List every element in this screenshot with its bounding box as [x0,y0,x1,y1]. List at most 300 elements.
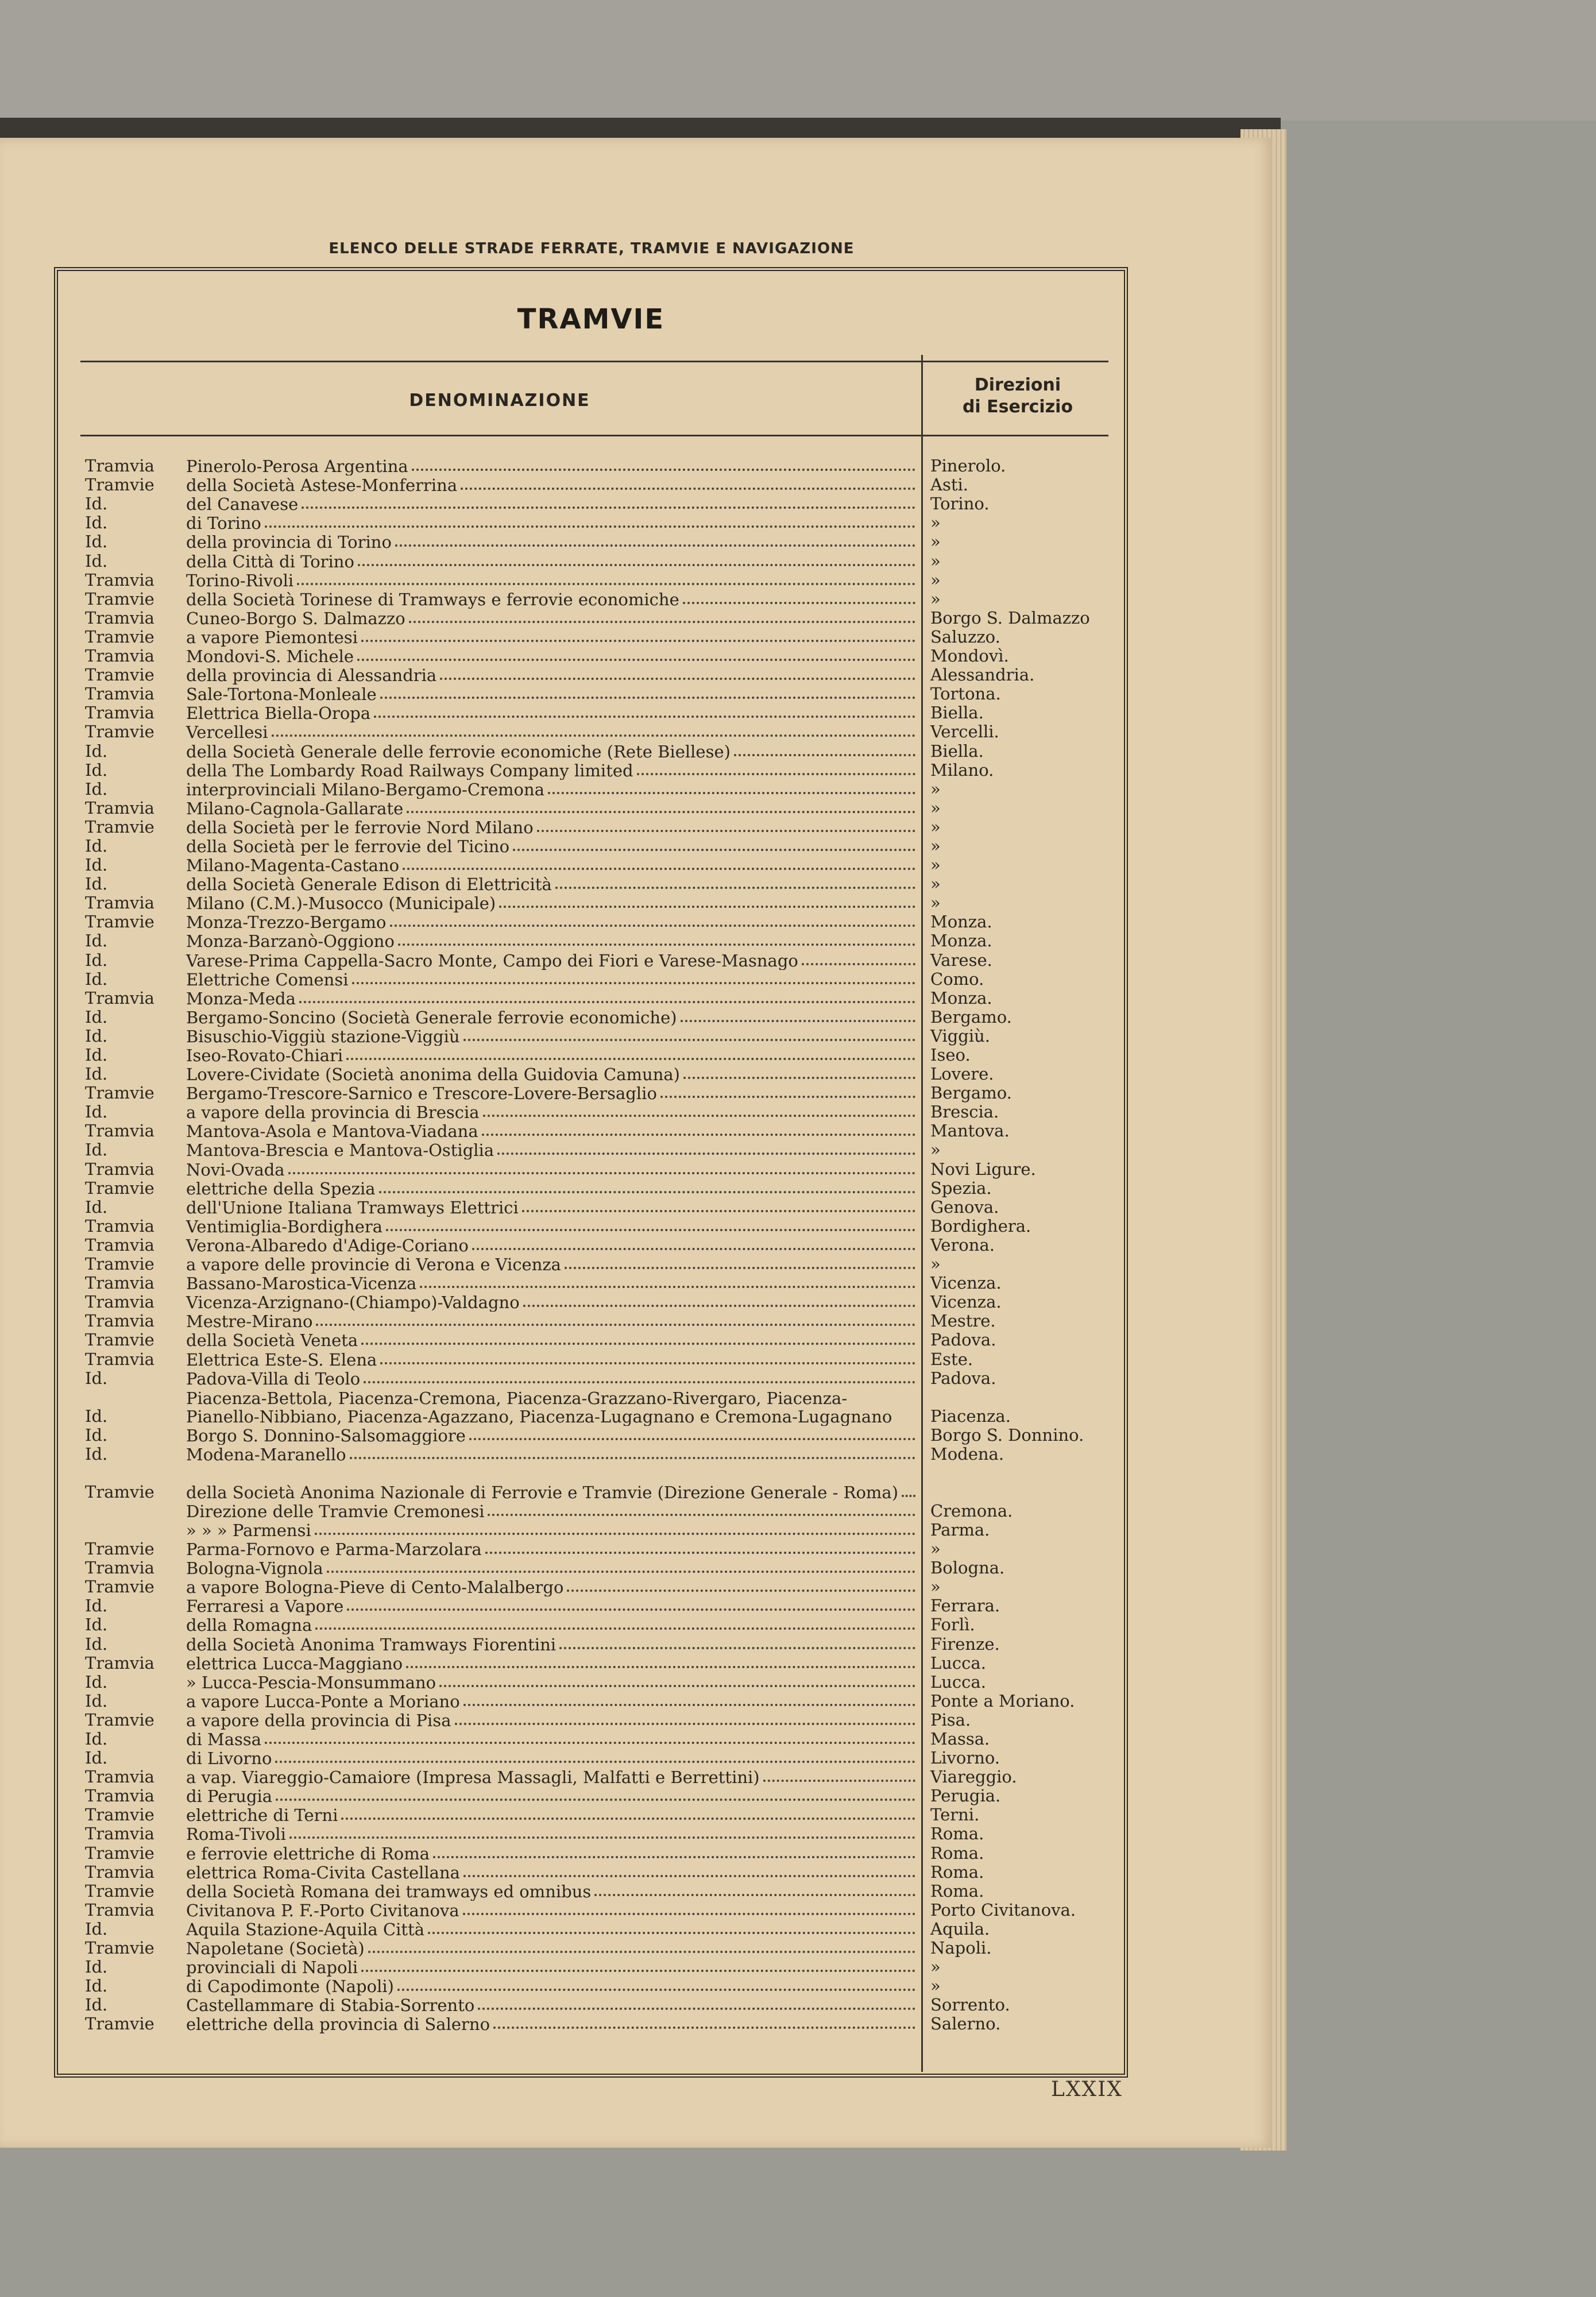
direzione-cell: Monza. [930,988,992,1008]
direzione-cell: Biella. [930,703,984,723]
dot-leader [289,1836,915,1839]
denominazione-cell [85,760,919,780]
row-type: Tramvie [85,1254,154,1274]
table-row [85,1730,1130,1749]
table-row [85,1179,1130,1198]
direzione-cell: Parma. [930,1519,990,1540]
row-type: Tramvia [85,893,154,913]
section-title: TRAMVIE [517,303,665,335]
row-name: Piacenza-Bettola, Piacenza-Cremona, Piacenza-Grazzano-Rivergaro, Piacenza-Pianello-Nibbiano, Piacenza-Agazzano, Piacenza-Lugagnano e Cremona-Lugagnano [186,1389,892,1426]
direzione-cell: » [930,1976,941,1996]
dot-leader [315,1533,915,1535]
row-name: Verona-Albaredo d'Adige-Coriano [186,1235,469,1255]
direzione-cell: Roma. [930,1824,984,1844]
row-type: Id. [85,1672,108,1692]
row-name: Torino-Rivoli [186,570,294,590]
table-row [85,1958,1130,1977]
direzione-cell: Milano. [930,760,994,780]
row-type: Id. [85,1102,108,1122]
direzione-cell: Forlì. [930,1615,975,1635]
row-type: Id. [85,1596,108,1616]
dot-leader [412,469,915,471]
row-name: di Perugia [186,1786,273,1806]
denominazione-cell [85,1502,919,1521]
table-row [85,761,1130,780]
table-row [85,1122,1130,1140]
row-name: Mondovi-S. Michele [186,647,354,666]
direzione-cell: Roma. [930,1843,984,1863]
row-name: della Società Generale Edison di Elettricità [186,875,552,894]
denominazione-cell [85,1938,919,1958]
row-name: Monza-Barzanò-Oggiono [186,931,395,951]
dot-leader [358,564,915,566]
row-type: Tramvia [85,456,154,476]
row-name: Iseo-Rovato-Chiari [186,1046,343,1065]
dot-leader [902,1495,915,1497]
denominazione-cell [85,456,919,475]
row-type: Id. [85,1064,108,1084]
row-name: Elettrica Biella-Oropa [186,703,371,723]
direzione-cell: » [930,589,941,609]
dot-leader [478,2008,915,2010]
dot-leader [395,544,915,547]
table-row [85,1008,1130,1027]
dot-leader [523,1305,915,1307]
denominazione-cell [85,874,919,894]
denominazione-cell [85,1691,919,1711]
direzione-cell: Mondovì. [930,646,1009,666]
table-row [85,1786,1130,1805]
direzione-cell: » [930,798,941,818]
page-number: LXXIX [1051,2078,1123,2101]
table-row [85,1255,1130,1274]
table-row [85,1084,1130,1103]
denominazione-cell [85,836,919,856]
row-name: Parma-Fornovo e Parma-Marzolara [186,1540,482,1559]
row-type: Tramvie [85,1482,154,1502]
row-name: della Società Torinese di Tramways e ferrovie economiche [186,589,679,609]
table-row [85,1312,1130,1331]
row-name: Milano-Cagnola-Gallarate [186,798,404,818]
dot-leader [341,1818,915,1820]
row-type: Tramvia [85,1349,154,1369]
denominazione-cell [85,589,919,609]
table-row [85,2014,1130,2033]
table-row [85,799,1130,818]
direzione-cell: Viareggio. [930,1767,1017,1787]
row-type: Id. [85,1615,108,1635]
table-row [85,1843,1130,1862]
direzione-cell: Mantova. [930,1121,1010,1141]
direzione-cell: Verona. [930,1235,995,1255]
direzione-cell: » [930,1254,941,1274]
direzione-cell: Porto Civitanova. [930,1900,1076,1920]
table-row [85,475,1130,494]
table-row [85,1426,1130,1445]
denominazione-cell [85,969,919,989]
row-type: Id. [85,1045,108,1065]
row-name: della Società Anonima Tramways Fiorentini [186,1634,557,1654]
row-type: Tramvie [85,1577,154,1597]
row-type: Id. [85,494,108,514]
row-type: Tramvia [85,1786,154,1806]
direzione-cell: Terni. [930,1805,980,1825]
table-row [85,894,1130,912]
row-name: » Lucca-Pescia-Monsummano [186,1672,436,1692]
row-type: Tramvie [85,1881,154,1901]
row-name: Milano (C.M.)-Musocco (Municipale) [186,894,496,913]
dot-leader [409,621,915,623]
direzione-cell: Vicenza. [930,1292,1002,1312]
row-name: della Città di Torino [186,551,354,571]
row-type: Tramvia [85,1216,154,1236]
row-name: di Capodimonte (Napoli) [186,1977,394,1996]
dot-leader [548,792,915,794]
row-name: a vapore Bologna-Pieve di Cento-Malalbergo [186,1577,564,1597]
table-row [85,1901,1130,1920]
denominazione-cell [85,1368,919,1388]
table-row [85,837,1130,856]
table-row [85,1065,1130,1084]
denominazione-cell [85,608,919,628]
dot-leader [352,982,916,984]
dot-leader [461,488,915,490]
row-name: Elettriche Comensi [186,969,349,989]
row-name: Mestre-Mirano [186,1312,313,1331]
dot-leader [469,1438,915,1440]
denominazione-cell [85,988,919,1008]
direzione-cell: » [930,779,941,799]
dot-leader [537,830,915,832]
direzione-cell: Roma. [930,1881,984,1901]
denominazione-cell [85,1843,919,1863]
denominazione-cell [85,1444,919,1464]
denominazione-cell [85,1425,919,1445]
row-name: della Società Generale delle ferrovie economiche (Rete Biellese) [186,741,731,761]
dot-leader [379,1191,915,1193]
row-type: Id. [85,1406,108,1426]
table-row [85,780,1130,799]
denominazione-cell [85,1140,919,1159]
row-type: Id. [85,513,108,533]
table-row [85,1939,1130,1958]
row-type: Tramvia [85,608,154,628]
row-type: Tramvie [85,1938,154,1958]
dot-leader [463,1875,915,1877]
direzione-cell: Ponte a Moriano. [930,1691,1075,1711]
direzione-cell: Massa. [930,1729,990,1749]
row-type: Tramvie [85,1539,154,1559]
denominazione-cell [85,1805,919,1824]
row-type: Id. [85,1995,108,2015]
row-name: Varese-Prima Cappella-Sacro Monte, Campo dei Fiori e Varese-Masnago [186,950,798,970]
dot-leader [357,659,915,661]
table-row [85,647,1130,666]
direzione-cell: » [930,874,941,894]
dot-leader [463,1704,915,1706]
denominazione-cell [85,2014,919,2033]
table-row [85,1198,1130,1217]
table-row [85,1882,1130,1901]
row-name: a vapore Piemontesi [186,627,358,647]
row-type: Tramvia [85,646,154,666]
row-name: elettrica Lucca-Maggiano [186,1653,403,1673]
direzione-cell: Vercelli. [930,722,999,742]
denominazione-cell [85,1197,919,1217]
header-rule-bottom [80,435,1108,436]
row-name: della provincia di Alessandria [186,666,437,685]
row-name: Vercellesi [186,722,268,742]
row-name: Castellammare di Stabia-Sorrento [186,1996,475,2015]
row-type: Id. [85,969,108,989]
row-type: Tramvie [85,627,154,647]
table-row [85,1749,1130,1768]
direzione-cell: Saluzzo. [930,627,1000,647]
denominazione-cell [85,1216,919,1236]
row-name: Bisuschio-Viggiù stazione-Viggiù [186,1026,460,1046]
row-name: del Canavese [186,494,299,514]
row-name: Bassano-Marostica-Vicenza [186,1274,417,1293]
row-name: della Società Anonima Nazionale di Ferrovie e Tramvie (Direzione Generale - Roma) [186,1482,899,1502]
direzione-cell: Bergamo. [930,1007,1012,1027]
dot-leader [346,1058,915,1060]
dot-leader [302,506,915,509]
row-name: dell'Unione Italiana Tramways Elettrici [186,1197,519,1217]
dot-leader [488,1514,915,1516]
direzione-cell: » [930,551,941,571]
dot-leader [497,1153,915,1155]
table-row [85,1711,1130,1730]
dot-leader [482,1134,915,1136]
dot-leader [406,1666,915,1668]
dot-leader [361,640,915,642]
table-row [85,609,1130,628]
row-type: Tramvia [85,1159,154,1179]
row-name: della Società per le ferrovie Nord Milano [186,817,534,837]
row-type: Tramvie [85,817,154,837]
dot-leader [316,1324,915,1326]
dot-leader [361,1970,915,1972]
dot-leader [288,1172,915,1174]
direzione-cell: Pisa. [930,1710,971,1730]
denominazione-cell [85,1596,919,1615]
row-type: Id. [85,779,108,799]
row-name: Pinerolo-Perosa Argentina [186,457,408,476]
denominazione-cell [85,551,919,571]
denominazione-cell [85,1349,919,1369]
table-row [85,1140,1130,1159]
direzione-cell: Genova. [930,1197,999,1217]
dot-leader [802,963,915,965]
table-row [85,1331,1130,1349]
direzione-cell: Firenze. [930,1634,1000,1654]
row-type: Tramvie [85,1805,154,1825]
denominazione-cell [85,1653,919,1673]
row-name: della Società Veneta [186,1331,358,1350]
dot-leader [559,1647,915,1649]
direzione-cell: Ferrara. [930,1596,1000,1616]
row-name: Milano-Magenta-Castano [186,856,400,875]
dot-leader [683,1077,915,1079]
denominazione-cell [85,532,919,551]
row-type: Tramvie [85,475,154,495]
row-name: elettriche di Terni [186,1805,338,1825]
denominazione-cell [85,1881,919,1901]
table-row [85,722,1130,741]
table-row [85,1217,1130,1236]
direzione-cell: Salerno. [930,2014,1001,2034]
denominazione-cell [85,931,919,950]
row-name: elettrica Roma-Civita Castellana [186,1862,460,1882]
direzione-cell: » [930,855,941,875]
dot-leader [265,1742,915,1744]
row-type: Tramvie [85,912,154,932]
dot-leader [276,1799,915,1801]
dot-leader [265,525,915,528]
denominazione-cell [85,1539,919,1559]
row-name: a vapore della provincia di Brescia [186,1103,480,1122]
row-name: Civitanova P. F.-Porto Civitanova [186,1900,459,1920]
dot-leader [463,1039,915,1041]
dot-leader [374,716,915,718]
dot-leader [763,1780,915,1782]
row-type: Tramvie [85,1178,154,1198]
row-type: Tramvia [85,1767,154,1787]
row-name: Modena-Maranello [186,1444,346,1464]
row-name: Bergamo-Soncino (Società Generale ferrovie economiche) [186,1007,677,1027]
row-name: Ventimiglia-Bordighera [186,1216,383,1236]
denominazione-cell [85,1767,919,1786]
denominazione-cell [85,1976,919,1996]
book-binding-strip [0,118,1281,141]
dot-leader [485,1552,915,1554]
row-type: Id. [85,1197,108,1217]
dot-leader [407,811,915,813]
denominazione-cell [85,1521,919,1540]
denominazione-cell [85,1558,919,1577]
dot-leader [275,1761,915,1763]
direzione-cell: » [930,513,941,533]
denominazione-cell [85,1330,919,1349]
table-row [85,1236,1130,1255]
column-header-denominazione: DENOMINAZIONE [409,390,590,411]
table-row [85,1027,1130,1046]
row-type: Tramvie [85,665,154,685]
dot-leader [350,1457,915,1459]
row-type: Tramvie [85,2014,154,2034]
denominazione-cell [85,1634,919,1654]
direzione-cell: Lucca. [930,1672,986,1692]
direzione-cell: Padova. [930,1330,996,1350]
dot-leader [555,887,915,889]
row-type: Tramvia [85,1273,154,1293]
denominazione-cell [85,1389,919,1426]
row-name: Bologna-Vignola [186,1559,323,1578]
direzione-cell: » [930,1140,941,1160]
direzione-cell: Vicenza. [930,1273,1002,1293]
denominazione-cell [85,646,919,666]
denominazione-cell [85,1026,919,1046]
denominazione-cell [85,1862,919,1882]
row-name: Bergamo-Trescore-Sarnico e Trescore-Lovere-Bersaglio [186,1084,657,1103]
denominazione-cell [85,1824,919,1843]
dot-leader [637,773,915,775]
denominazione-cell [85,1995,919,2014]
row-type: Id. [85,1368,108,1388]
direzione-cell: Perugia. [930,1786,1001,1806]
dot-leader [660,1096,915,1098]
row-type: Id. [85,1140,108,1160]
row-name: Roma-Tivoli [186,1824,286,1844]
dot-leader [439,1685,915,1687]
table-row [85,818,1130,837]
row-name: » » » Parmensi [186,1521,311,1540]
dot-leader [380,1362,915,1364]
denominazione-cell [85,494,919,513]
table-row [85,1159,1130,1178]
dot-leader [440,678,915,680]
denominazione-cell [85,1121,919,1140]
denominazione-cell [85,1710,919,1730]
dot-leader [594,1894,915,1896]
dot-leader [315,1627,915,1630]
denominazione-cell [85,1919,919,1939]
row-type: Tramvia [85,1824,154,1844]
denominazione-cell [85,1577,919,1596]
header-rule-top [80,361,1108,362]
dot-leader [368,1951,915,1953]
row-type: Tramvie [85,1083,154,1103]
row-name: elettriche della provincia di Salerno [186,2014,490,2034]
dot-leader [272,734,915,737]
dot-leader [428,1932,915,1934]
row-name: Direzione delle Tramvie Cremonesi [186,1502,485,1521]
row-name: Lovere-Cividate (Società anonima della Guidovia Camuna) [186,1065,680,1084]
dot-leader [433,1856,915,1858]
denominazione-cell [85,741,919,761]
row-type: Tramvia [85,1311,154,1331]
denominazione-cell [85,1273,919,1293]
table-row [85,931,1130,950]
row-name: a vapore della provincia di Pisa [186,1710,451,1730]
table-row [85,1634,1130,1653]
table-row [85,1540,1130,1559]
denominazione-cell [85,703,919,722]
table-row [85,856,1130,875]
table-row [85,1388,1130,1426]
table-row [85,571,1130,590]
direzione-cell: Lucca. [930,1653,986,1673]
table-row [85,703,1130,722]
row-type: Id. [85,741,108,761]
table-row [85,1349,1130,1368]
row-type: Tramvia [85,570,154,590]
table-row [85,685,1130,703]
row-name: Borgo S. Donnino-Salsomaggiore [186,1425,466,1445]
table-row [85,1369,1130,1388]
direzione-cell: Padova. [930,1368,996,1388]
direzione-cell: Asti. [930,475,968,495]
row-name: della Società Romana dei tramways ed omnibus [186,1881,592,1901]
direzione-cell: Biella. [930,741,984,761]
denominazione-cell [85,893,919,912]
row-type: Tramvie [85,589,154,609]
direzione-cell: Livorno. [930,1748,1000,1768]
row-type: Tramvia [85,1862,154,1882]
row-name: Mantova-Brescia e Mantova-Ostiglia [186,1140,494,1160]
direzione-cell: Borgo S. Dalmazzo [930,608,1090,628]
table-row [85,912,1130,931]
